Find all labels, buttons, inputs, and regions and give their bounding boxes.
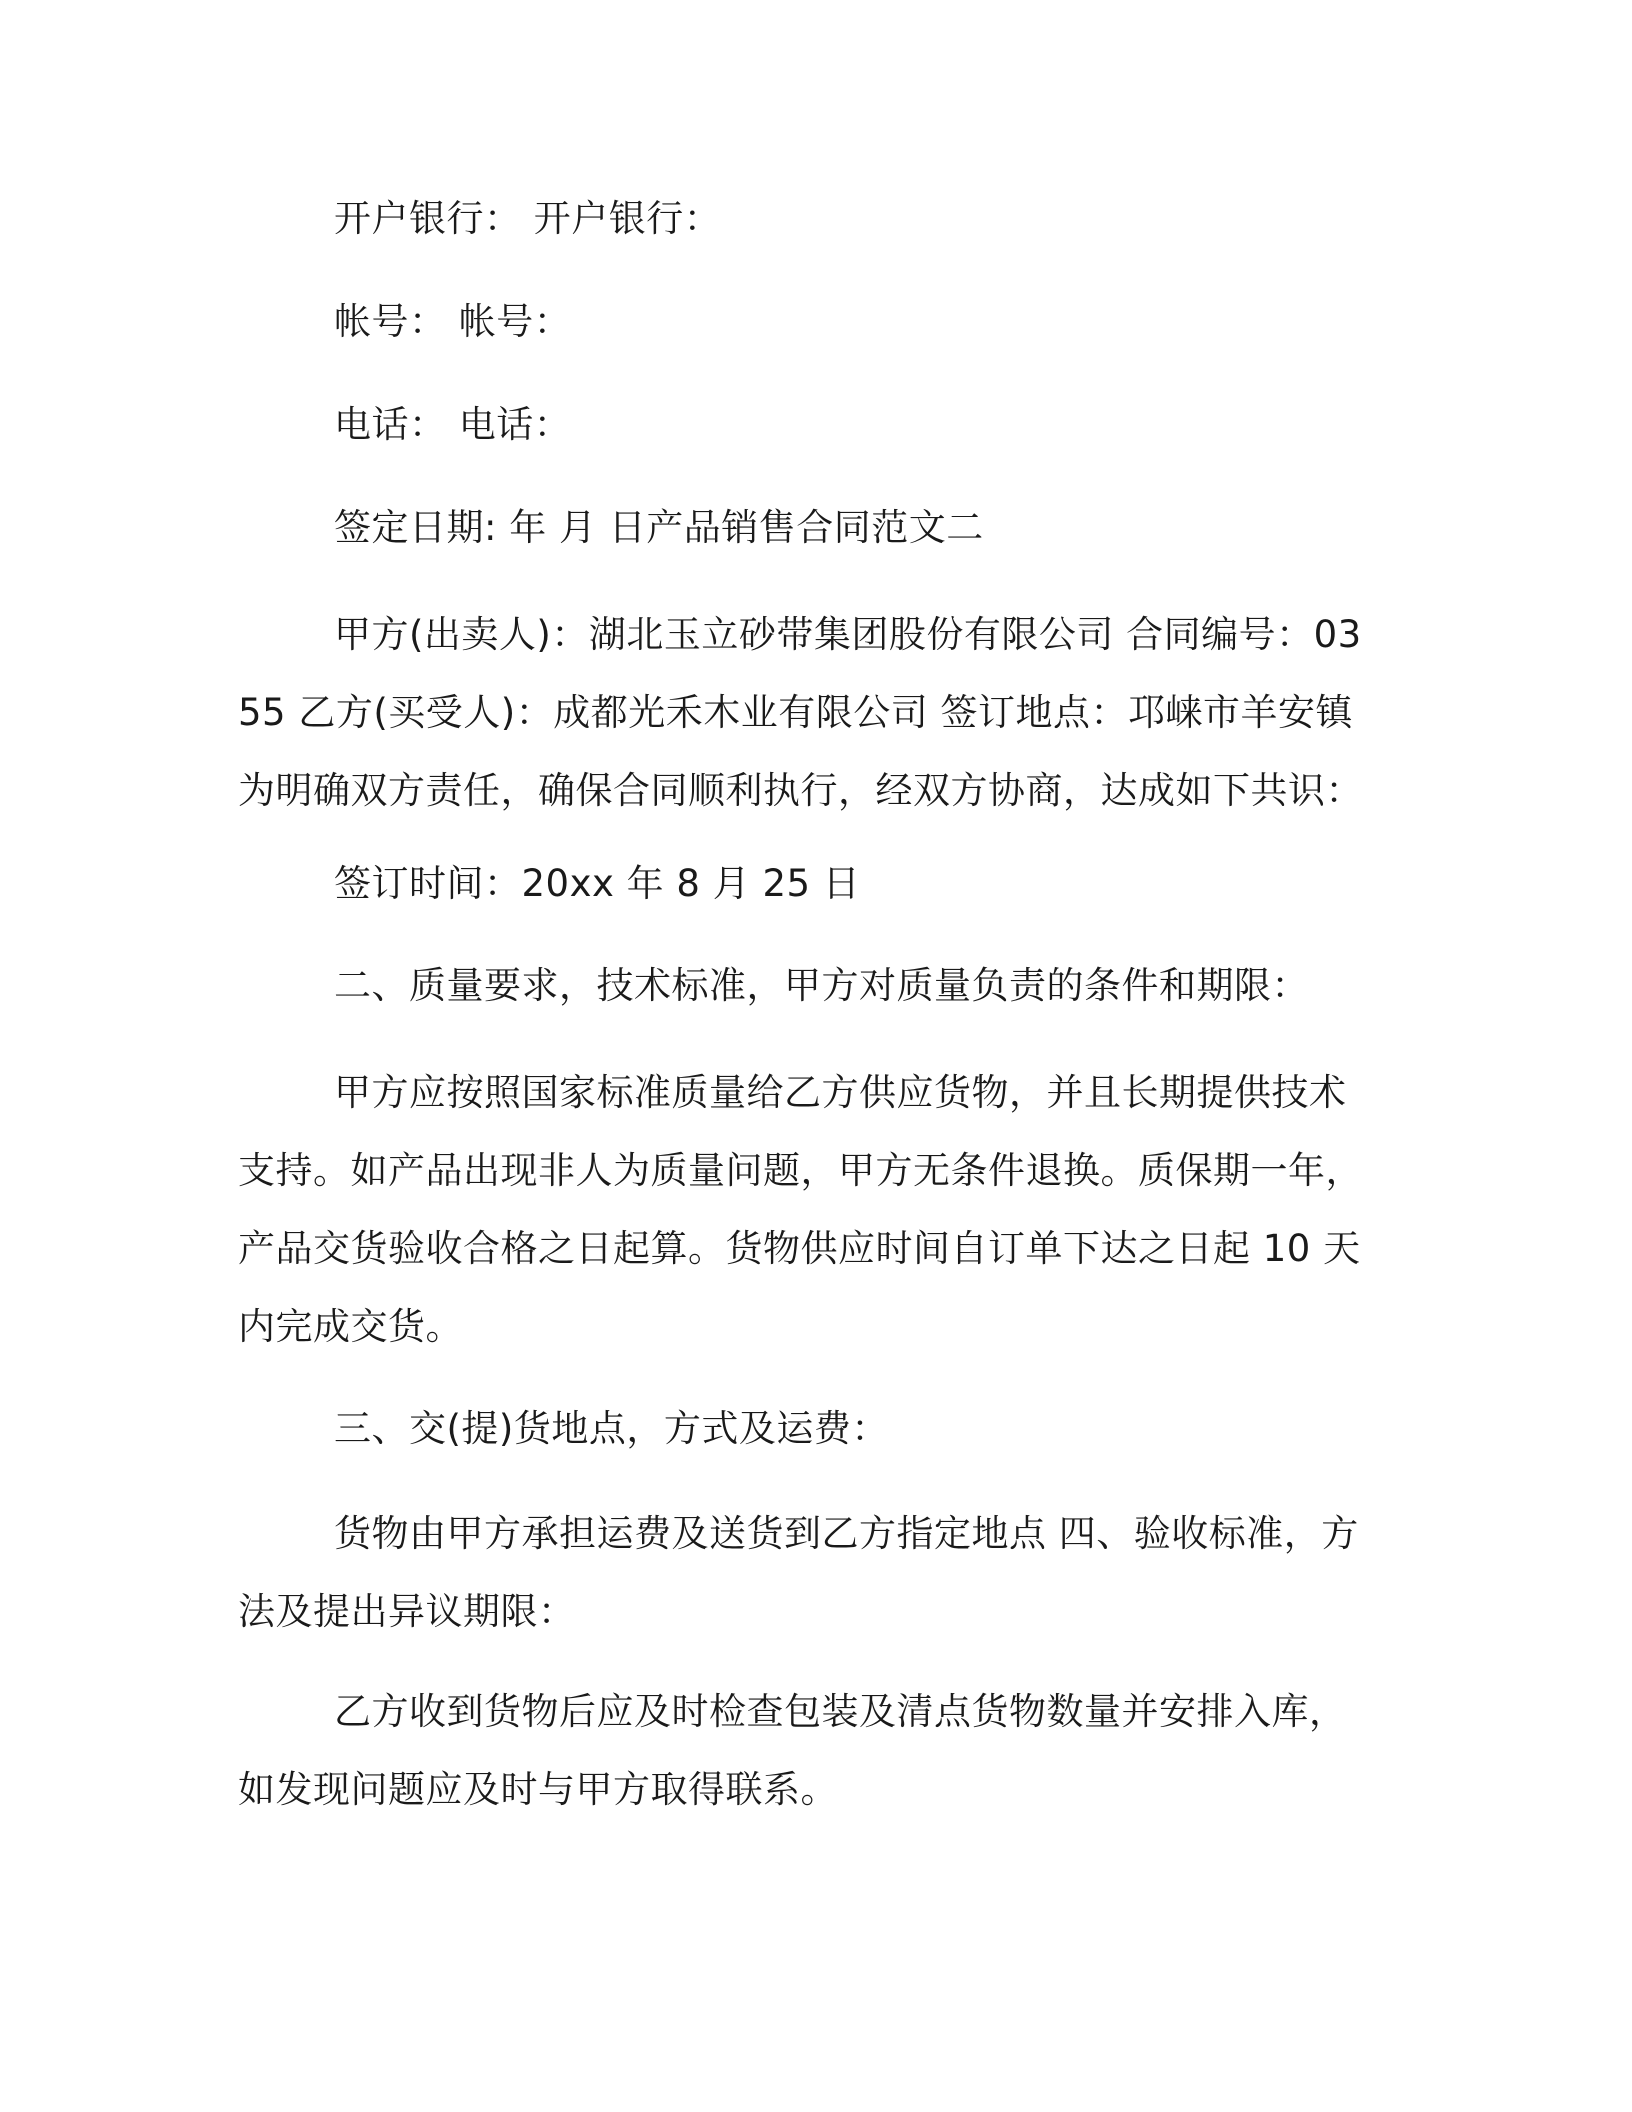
delivery-paragraph: 货物由甲方承担运费及送货到乙方指定地点 四、验收标准，方法及提出异议期限： [238,1512,1359,1633]
sign-date-line: 签定日期: 年 月 日产品销售合同范文二 [334,506,984,549]
bank-line: 开户银行： 开户银行： [334,197,722,240]
account-line: 帐号： 帐号： [334,300,572,343]
section-three-heading: 三、交(提)货地点，方式及运费： [334,1407,889,1450]
inspection-paragraph: 乙方收到货物后应及时检查包装及清点货物数量并安排入库，如发现问题应及时与甲方取得联系。 [238,1690,1347,1811]
parties-paragraph: 甲方(出卖人)：湖北玉立砂带集团股份有限公司 合同编号：0355 乙方(买受人)：成都光禾木业有限公司 签订地点：邛崃市羊安镇 为明确双方责任，确保合同顺利执行，经双方协商，达成如下共识： [238,613,1363,812]
sign-time-line: 签订时间：20xx 年 8 月 25 日 [334,862,861,905]
quality-paragraph: 甲方应按照国家标准质量给乙方供应货物，并且长期提供技术支持。如产品出现非人为质量问题，甲方无条件退换。质保期一年，产品交货验收合格之日起算。货物供应时间自订单下达之日起 10 天内完成交货。 [238,1071,1363,1348]
section-two-heading: 二、质量要求，技术标准，甲方对质量负责的条件和期限： [334,964,1309,1007]
phone-line: 电话： 电话： [334,403,572,446]
